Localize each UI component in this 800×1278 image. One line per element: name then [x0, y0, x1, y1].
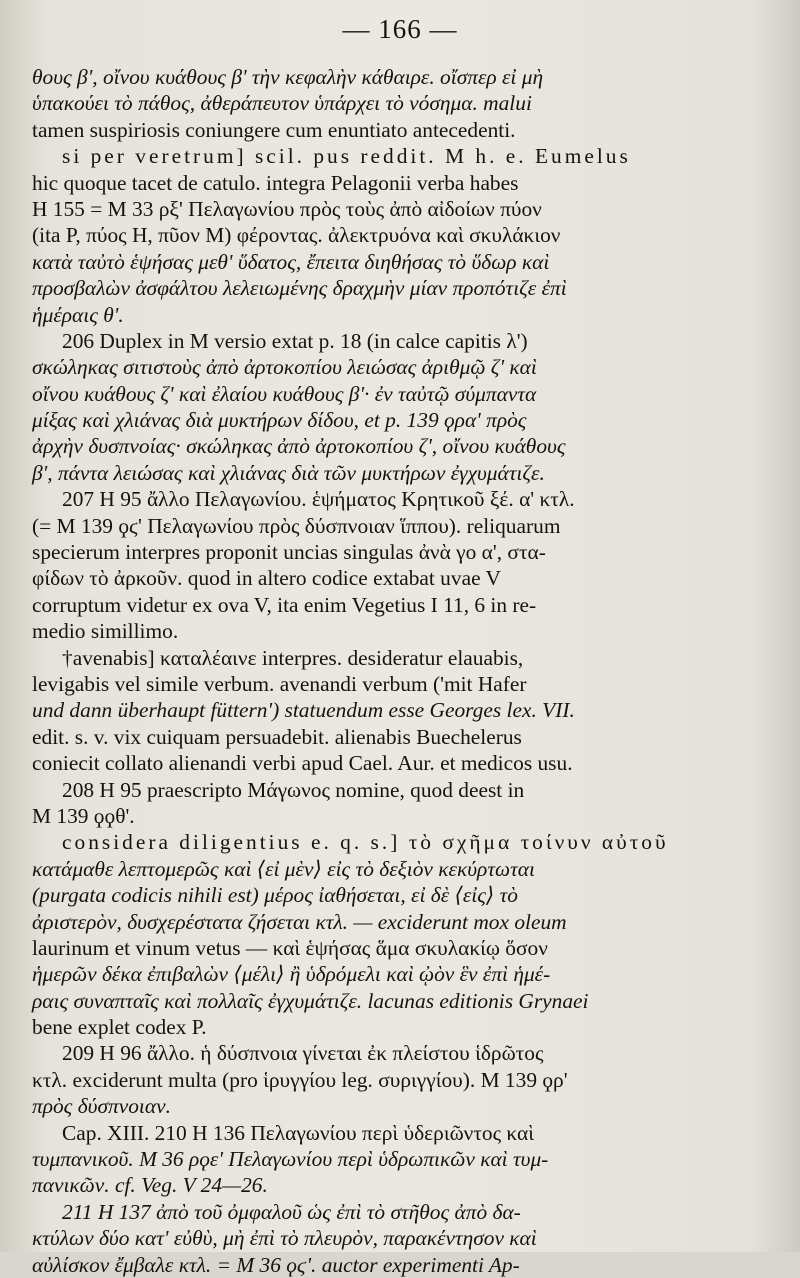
text-line: ἀρχὴν δυσπνοίας· σκώληκας ἀπὸ ἀρτοκοπίου ζ', οἴνου κυάθους: [32, 434, 566, 459]
text-line: β', πάντα λειώσας καὶ χλιάνας διὰ τῶν μυκτήρων ἐγχυμάτιζε.: [32, 460, 545, 485]
text-line: laurinum et vinum vetus — καὶ ἑψήσας ἅμα σκυλακίῳ ὅσον: [32, 935, 548, 960]
commentary-text: [32, 64, 780, 1278]
text-line: levigabis vel simile verbum. avenandi verbum ('mit Hafer: [32, 671, 527, 696]
text-line: M 139 ϙϙθ'.: [32, 803, 135, 828]
text-line: medio simillimo.: [32, 619, 179, 644]
text-line: (= M 139 ϙϛ' Πελαγωνίου πρὸς δύσπνοιαν ἵππου). reliquarum: [32, 513, 561, 538]
text-line: 211 H 137 ἀπὸ τοῦ ὀμφαλοῦ ὡς ἐπὶ τὸ στῆθος ἀπὸ δα-: [62, 1199, 521, 1224]
text-line: ὑπακούει τὸ πάθος, ἀθεράπευτον ὑπάρχει τὸ νόσημα. malui: [32, 91, 532, 116]
text-line: hic quoque tacet de catulo. integra Pelagonii verba habes: [32, 170, 519, 195]
text-line: 206 Duplex in M versio extat p. 18 (in calce capitis λ'): [62, 328, 528, 353]
text-line: 208 H 95 praescripto Μάγωνος nomine, quod deest in: [62, 777, 525, 802]
text-line: edit. s. v. vix cuiquam persuadebit. alienabis Buechelerus: [32, 724, 522, 749]
text-line: considera diligentius e. q. s.] τὸ σχῆμα τοίνυν αὐτοῦ: [62, 830, 669, 855]
text-line: si per veretrum] scil. pus reddit. M h. e. Eumelus: [62, 144, 631, 169]
text-line: κτλ. exciderunt multa (pro ἱρυγγίου leg. συριγγίου). M 139 ϙρ': [32, 1067, 568, 1092]
text-line: und dann überhaupt füttern') statuendum esse Georges lex. VII.: [32, 698, 575, 723]
text-line: bene explet codex P.: [32, 1015, 207, 1040]
text-line: †avenabis] καταλέαινε interpres. desideratur elauabis,: [62, 645, 524, 670]
text-line: tamen suspiriosis coniungere cum enuntiato antecedenti.: [32, 117, 516, 142]
text-line: 207 H 95 ἄλλο Πελαγωνίου. ἑψήματος Κρητικοῦ ξέ. α' κτλ.: [62, 487, 575, 512]
text-line: H 155 = M 33 ρξ' Πελαγωνίου πρὸς τοὺς ἀπὸ αἰδοίων πύον: [32, 196, 542, 221]
text-line: Cap. XIII. 210 H 136 Πελαγωνίου περὶ ὑδεριῶντος καὶ: [62, 1120, 534, 1145]
text-line: αὐλίσκον ἔμβαλε κτλ. = M 36 ϙϛ'. auctor experimenti Ap-: [32, 1252, 520, 1277]
text-line: σκώληκας σιτιστοὺς ἀπὸ ἀρτοκοπίου λειώσας ἀριθμῷ ζ' καὶ: [32, 355, 537, 380]
text-line: προσβαλὼν ἀσφάλτου λελειωμένης δραχμὴν μίαν προπότιζε ἐπὶ: [32, 276, 567, 301]
text-line: μίξας καὶ χλιάνας διὰ μυκτήρων δίδου, et p. 139 ϙρα' πρὸς: [32, 408, 527, 433]
text-line: specierum interpres proponit uncias singulas ἀνὰ γο α', στα-: [32, 540, 546, 565]
text-line: φίδων τὸ ἀρκοῦν. quod in altero codice extabat uvae V: [32, 566, 501, 591]
text-line: κατὰ ταὐτὸ ἑψήσας μεθ' ὕδατος, ἔπειτα διηθήσας τὸ ὕδωρ καὶ: [32, 249, 550, 274]
text-line: ἀριστερὸν, δυσχερέστατα ζήσεται κτλ. — exciderunt mox oleum: [32, 909, 567, 934]
text-line: πρὸς δύσπνοιαν.: [32, 1094, 171, 1119]
text-line: κτύλων δύο κατ' εὐθὺ, μὴ ἐπὶ τὸ πλευρὸν, παρακέντησον καὶ: [32, 1226, 537, 1251]
text-line: coniecit collato alienandi verbi apud Cael. Aur. et medicos usu.: [32, 751, 573, 776]
text-line: 209 H 96 ἄλλο. ἡ δύσπνοια γίνεται ἐκ πλείστου ἱδρῶτος: [62, 1041, 544, 1066]
text-line: corruptum videtur ex ova V, ita enim Vegetius I 11, 6 in re-: [32, 592, 537, 617]
text-line: ἡμερῶν δέκα ἐπιβαλὼν ⟨μέλι⟩ ἢ ὑδρόμελι καὶ ᾠὸν ἓν ἐπὶ ἡμέ-: [32, 962, 551, 987]
text-line: (ita P, πύος H, πῦον M) φέροντας. ἀλεκτρυόνα καὶ σκυλάκιον: [32, 223, 561, 248]
page-number: — 166 —: [342, 14, 458, 44]
text-line: (purgata codicis nihili est) μέρος ἰαθήσεται, εἰ δὲ ⟨εἰς⟩ τὸ: [32, 883, 518, 908]
text-line: ραις συναπταῖς καὶ πολλαῖς ἐγχυμάτιζε. lacunas editionis Grynaei: [32, 988, 589, 1013]
text-line: οἴνου κυάθους ζ' καὶ ἐλαίου κυάθους β'· ἐν ταὐτῷ σύμπαντα: [32, 381, 537, 406]
text-line: θους β', οἴνου κυάθους β' τὴν κεφαλὴν κάθαιρε. οἴσπερ εἰ μὴ: [32, 65, 544, 89]
text-line: τυμπανικοῦ. M 36 ρϙε' Πελαγωνίου περὶ ὑδρωπικῶν καὶ τυμ-: [32, 1147, 549, 1172]
text-line: πανικῶν. cf. Veg. V 24—26.: [32, 1173, 268, 1198]
text-line: ἡμέραις θ'.: [32, 302, 124, 327]
text-line: κατάμαθε λεπτομερῶς καὶ ⟨εἰ μὲν⟩ εἰς τὸ δεξιὸν κεκύρτωται: [32, 856, 535, 881]
